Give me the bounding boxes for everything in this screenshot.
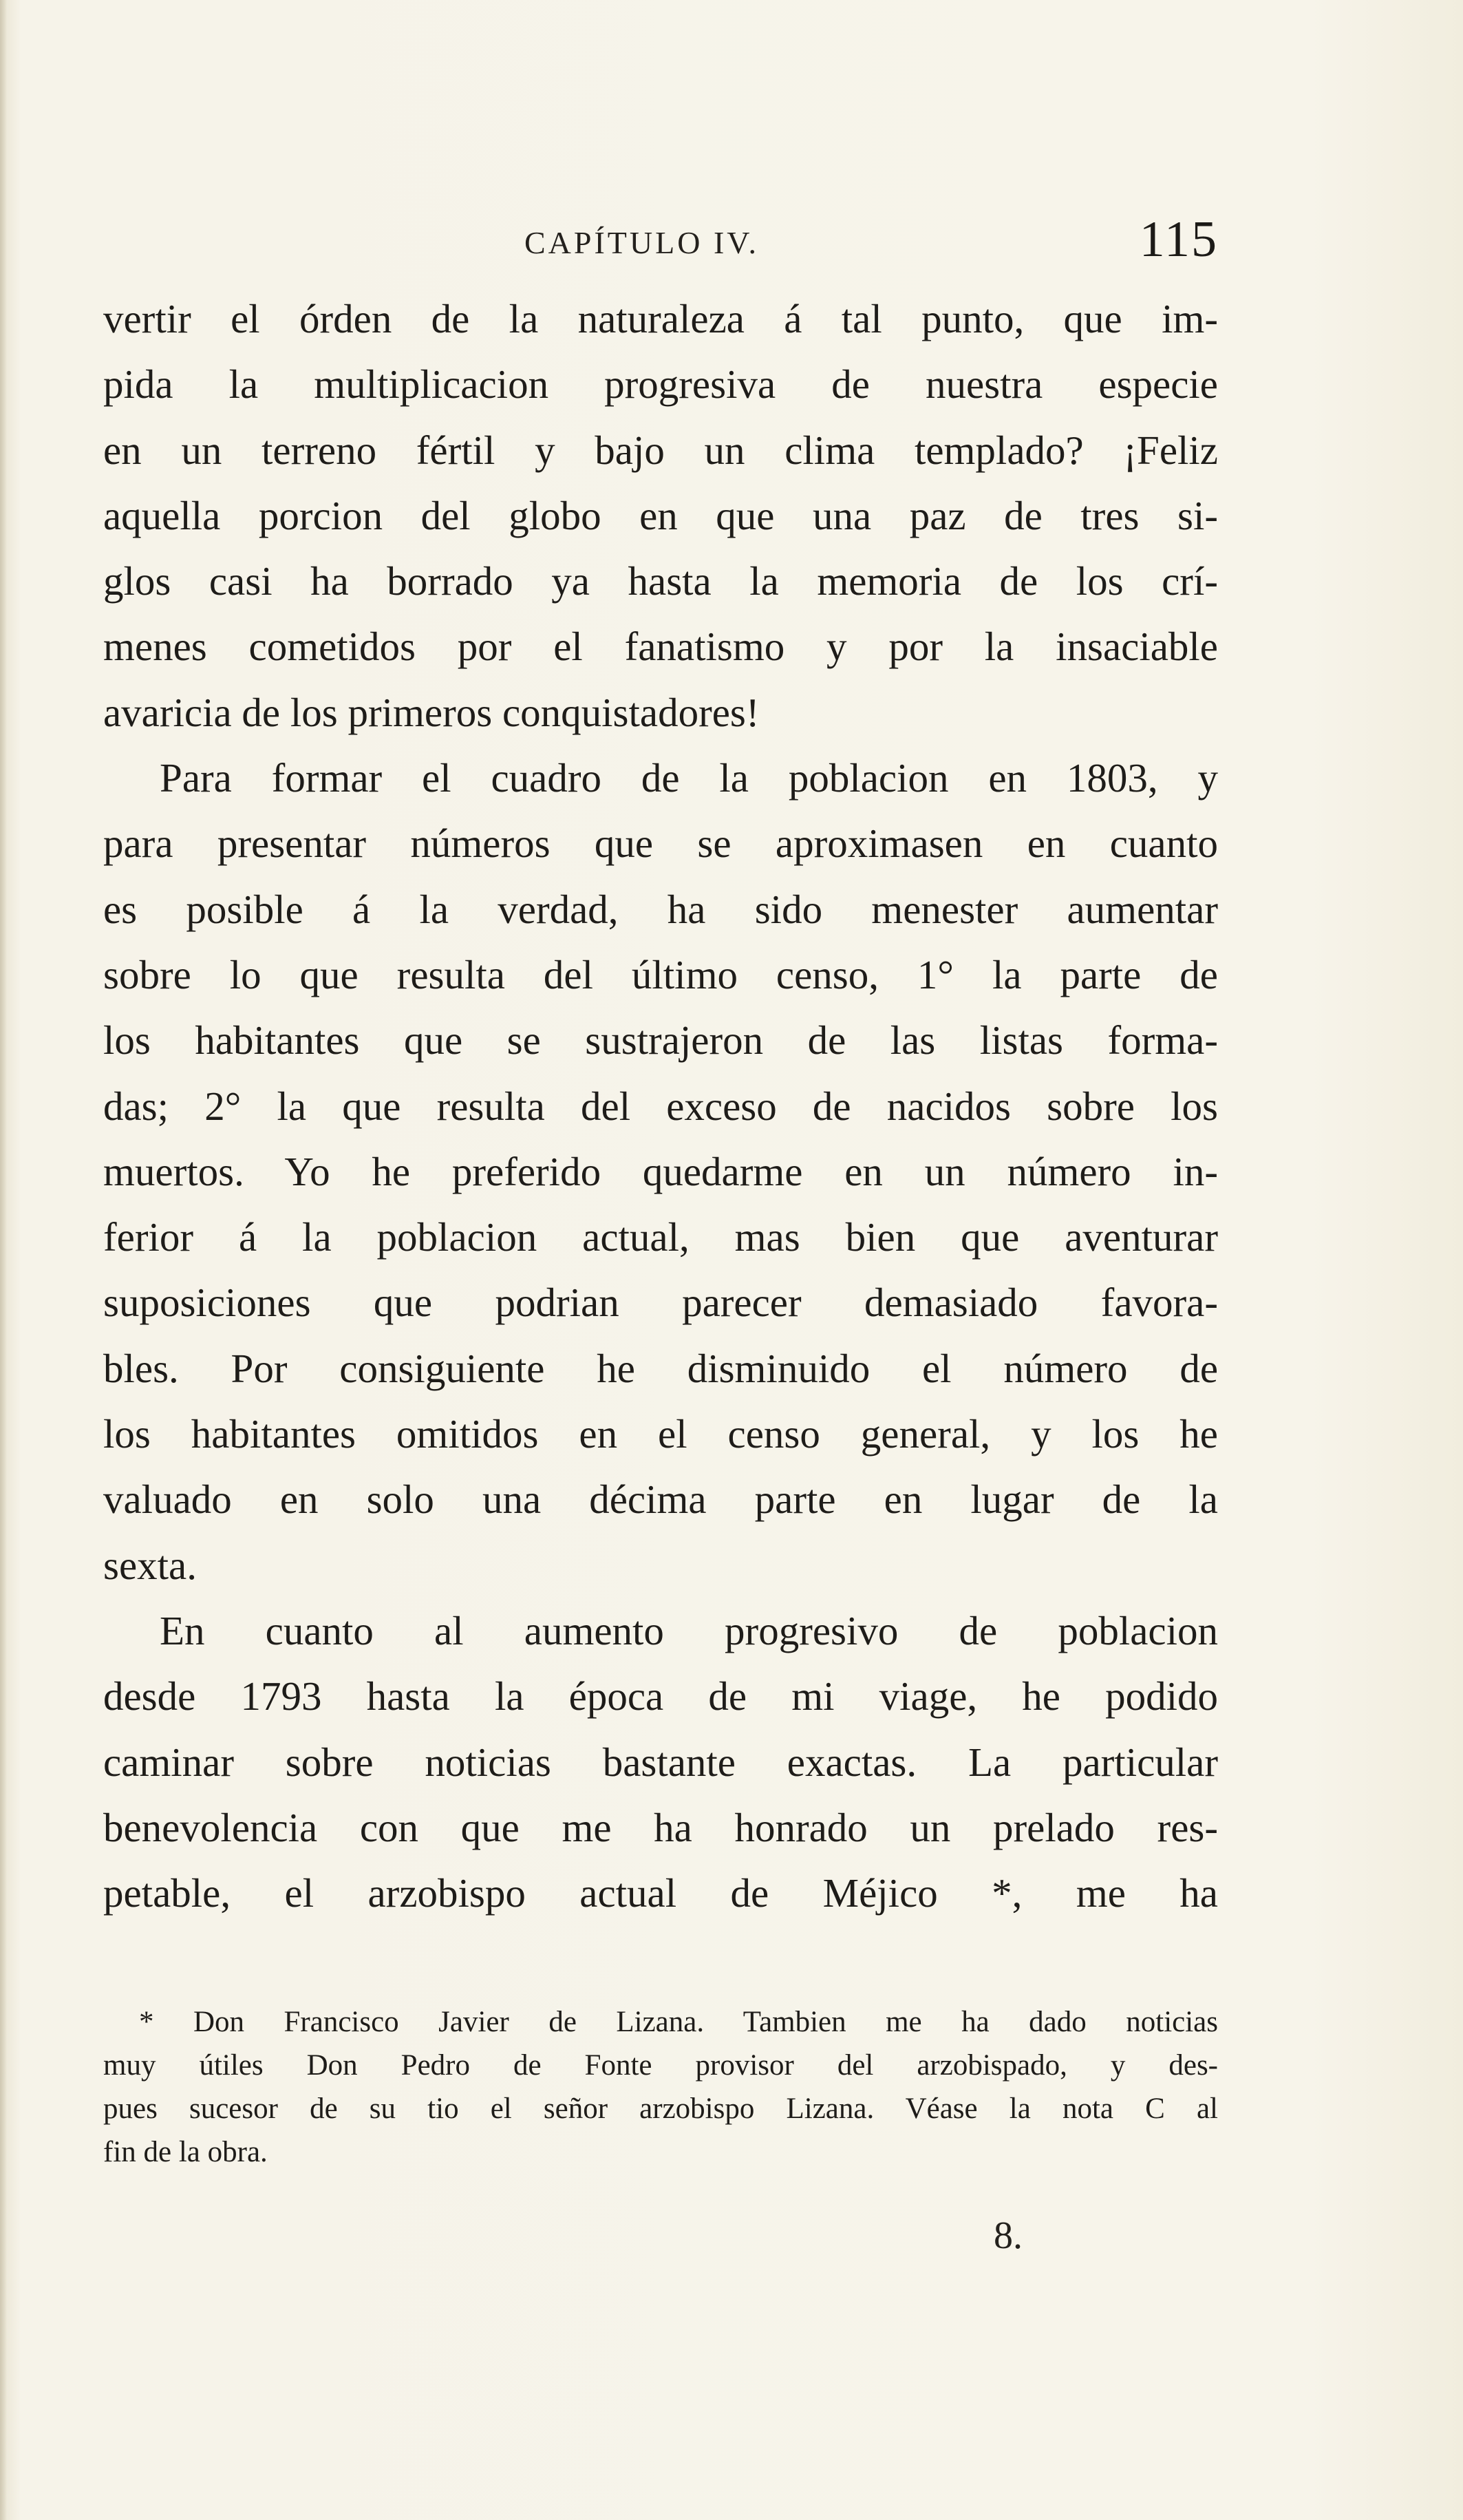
text-line: los habitantes omitidos en el censo general, y los he xyxy=(103,1411,1218,1457)
footnote-line: fin de la obra. xyxy=(103,2136,268,2168)
text-line: muertos. Yo he preferido quedarme en un número in- xyxy=(103,1148,1218,1194)
page-number: 115 xyxy=(1139,211,1218,268)
text-line: benevolencia con que me ha honrado un prelado res- xyxy=(103,1804,1218,1850)
text-line: bles. Por consiguiente he disminuido el número de xyxy=(103,1345,1218,1391)
text-line: sexta. xyxy=(103,1542,197,1588)
page-header xyxy=(103,207,1218,268)
text-line: desde 1793 hasta la época de mi viage, he podido xyxy=(103,1673,1218,1719)
paragraph-3 xyxy=(103,1598,1218,1926)
footnote-line: pues sucesor de su tio el señor arzobispo Lizana. Véase la nota C al xyxy=(103,2093,1218,2125)
body-text xyxy=(103,286,1218,1926)
footnote xyxy=(103,2000,1218,2174)
text-line: menes cometidos por el fanatismo y por la insaciable xyxy=(103,624,1218,670)
text-line: petable, el arzobispo actual de Méjico *, me ha xyxy=(103,1870,1218,1916)
text-line: valuado en solo una décima parte en lugar de la xyxy=(103,1476,1218,1523)
text-line: ferior á la poblacion actual, mas bien que aventurar xyxy=(103,1214,1218,1260)
paragraph-2 xyxy=(103,745,1218,1598)
running-head: CAPÍTULO IV. xyxy=(524,225,760,260)
text-line: glos casi ha borrado ya hasta la memoria de los crí- xyxy=(103,558,1218,604)
text-line: en un terreno fértil y bajo un clima templado? ¡Feliz xyxy=(103,427,1218,473)
text-line: das; 2° la que resulta del exceso de nacidos sobre los xyxy=(103,1083,1218,1129)
text-line: aquella porcion del globo en que una paz de tres si- xyxy=(103,492,1218,538)
text-line: suposiciones que podrian parecer demasiado favora- xyxy=(103,1280,1218,1326)
text-line: vertir el órden de la naturaleza á tal punto, que im- xyxy=(103,296,1218,341)
text-line: En cuanto al aumento progresivo de poblacion xyxy=(160,1607,1218,1653)
paragraph-1 xyxy=(103,286,1218,745)
signature-mark: 8. xyxy=(994,2214,1023,2257)
text-line: Para formar el cuadro de la poblacion en 1803, y xyxy=(160,755,1218,801)
page-edge-shadow xyxy=(0,0,7,2520)
text-line: pida la multiplicacion progresiva de nuestra especie xyxy=(103,361,1218,407)
text-line: avaricia de los primeros conquistadores! xyxy=(103,689,760,735)
text-line: los habitantes que se sustrajeron de las listas forma- xyxy=(103,1017,1218,1063)
text-line: sobre lo que resulta del último censo, 1° la parte de xyxy=(103,951,1218,997)
text-line: para presentar números que se aproximasen en cuanto xyxy=(103,820,1218,867)
footnote-line: * Don Francisco Javier de Lizana. Tambien me ha dado noticias xyxy=(139,2006,1218,2038)
text-line: es posible á la verdad, ha sido menester aumentar xyxy=(103,886,1218,932)
footnote-line: muy útiles Don Pedro de Fonte provisor del arzobispado, y des- xyxy=(103,2049,1218,2082)
text-line: caminar sobre noticias bastante exactas. La particular xyxy=(103,1739,1218,1785)
